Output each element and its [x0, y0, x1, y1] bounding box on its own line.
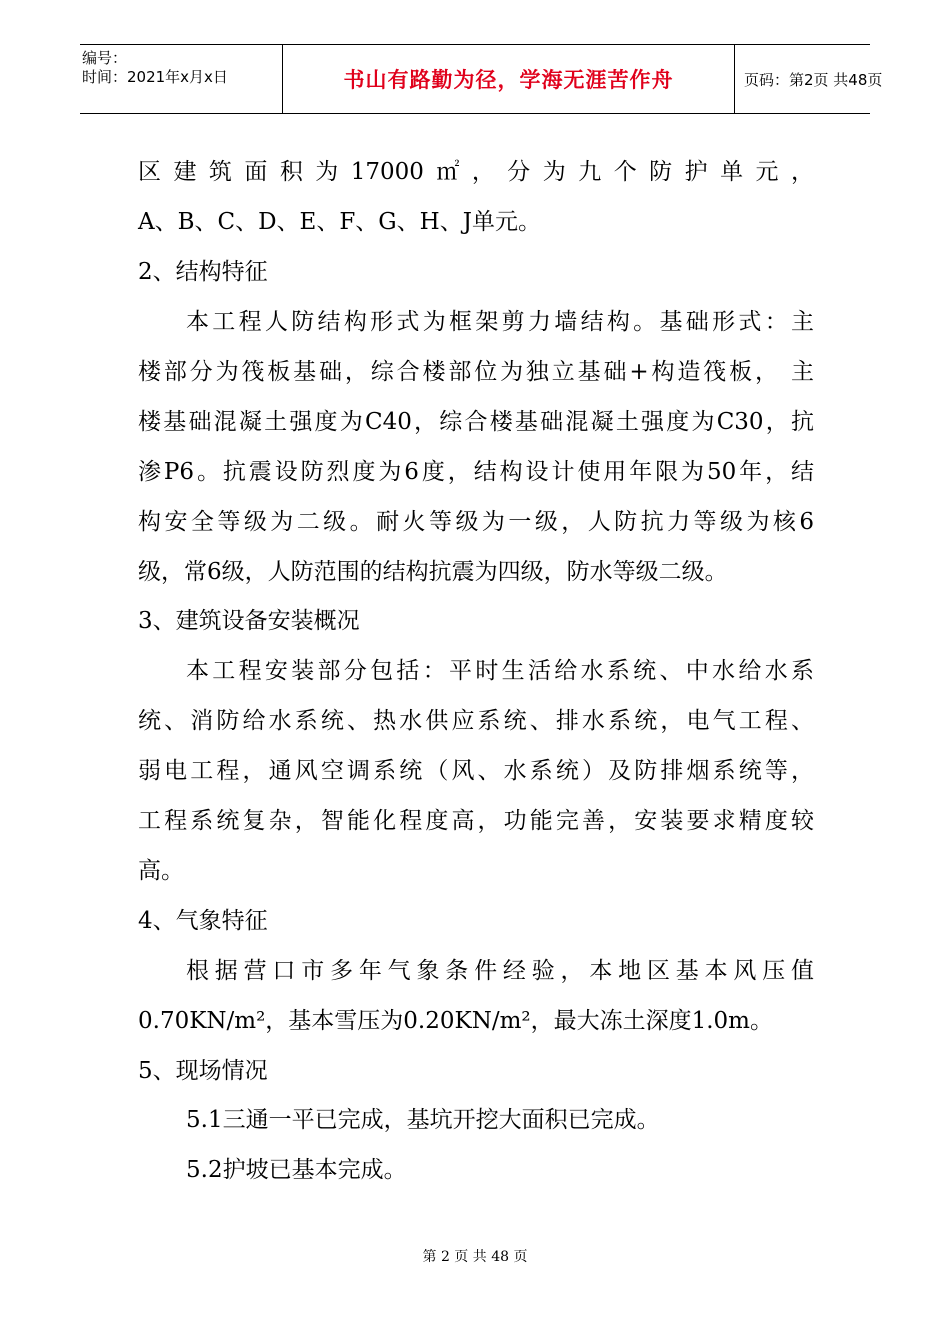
- body-line: 弱电工程，通风空调系统（风、水系统）及防排烟系统等，: [138, 758, 814, 784]
- body-line: 楼基础混凝土强度为C40，综合楼基础混凝土强度为C30，抗: [138, 409, 814, 435]
- body-line: 本工程安装部分包括：平时生活给水系统、中水给水系: [186, 658, 814, 684]
- header-meta: [80, 45, 283, 113]
- section-heading: 4、气象特征: [138, 908, 268, 934]
- body-line: 5.1三通一平已完成，基坑开挖大面积已完成。: [186, 1107, 660, 1133]
- section-heading: 5、现场情况: [138, 1058, 268, 1084]
- document-number-label: 编号：: [82, 49, 128, 67]
- page-footer: 第 2 页 共 48 页: [422, 1249, 528, 1265]
- body-line: 统、消防给水系统、热水供应系统、排水系统，电气工程、: [138, 708, 814, 734]
- body-line: 根据营口市多年气象条件经验，本地区基本风压值: [186, 958, 814, 984]
- header-page-info: 页码：第2页 共48页: [744, 70, 883, 89]
- body-line: 本工程人防结构形式为框架剪力墙结构。基础形式：主: [186, 309, 814, 335]
- body-line: 5.2护坡已基本完成。: [186, 1157, 407, 1183]
- body-line: 高。: [138, 858, 184, 884]
- body-line: 级，常6级，人防范围的结构抗震为四级，防水等级二级。: [138, 559, 728, 585]
- section-heading: 2、结构特征: [138, 259, 268, 285]
- body-line: 渗P6。抗震设防烈度为6度，结构设计使用年限为50年，结: [138, 459, 814, 485]
- section-heading: 3、建筑设备安装概况: [138, 608, 360, 634]
- document-time-label: 时间：2021年x月x日: [82, 68, 228, 86]
- page-header: [80, 44, 883, 114]
- header-motto: 书山有路勤为径，学海无涯苦作舟: [283, 45, 735, 113]
- body-line: A、B、C、D、E、F、G、H、J单元。: [138, 209, 541, 235]
- body-line: 区建筑面积为17000㎡，分为九个防护单元，: [138, 159, 814, 185]
- body-line: 工程系统复杂，智能化程度高，功能完善，安装要求精度较: [138, 808, 814, 834]
- body-line: 0.70KN/m²，基本雪压为0.20KN/m²，最大冻土深度1.0m。: [138, 1008, 773, 1034]
- body-line: 构安全等级为二级。耐火等级为一级，人防抗力等级为核6: [138, 509, 814, 535]
- body-line: 楼部分为筏板基础，综合楼部位为独立基础+构造筏板， 主: [138, 359, 814, 385]
